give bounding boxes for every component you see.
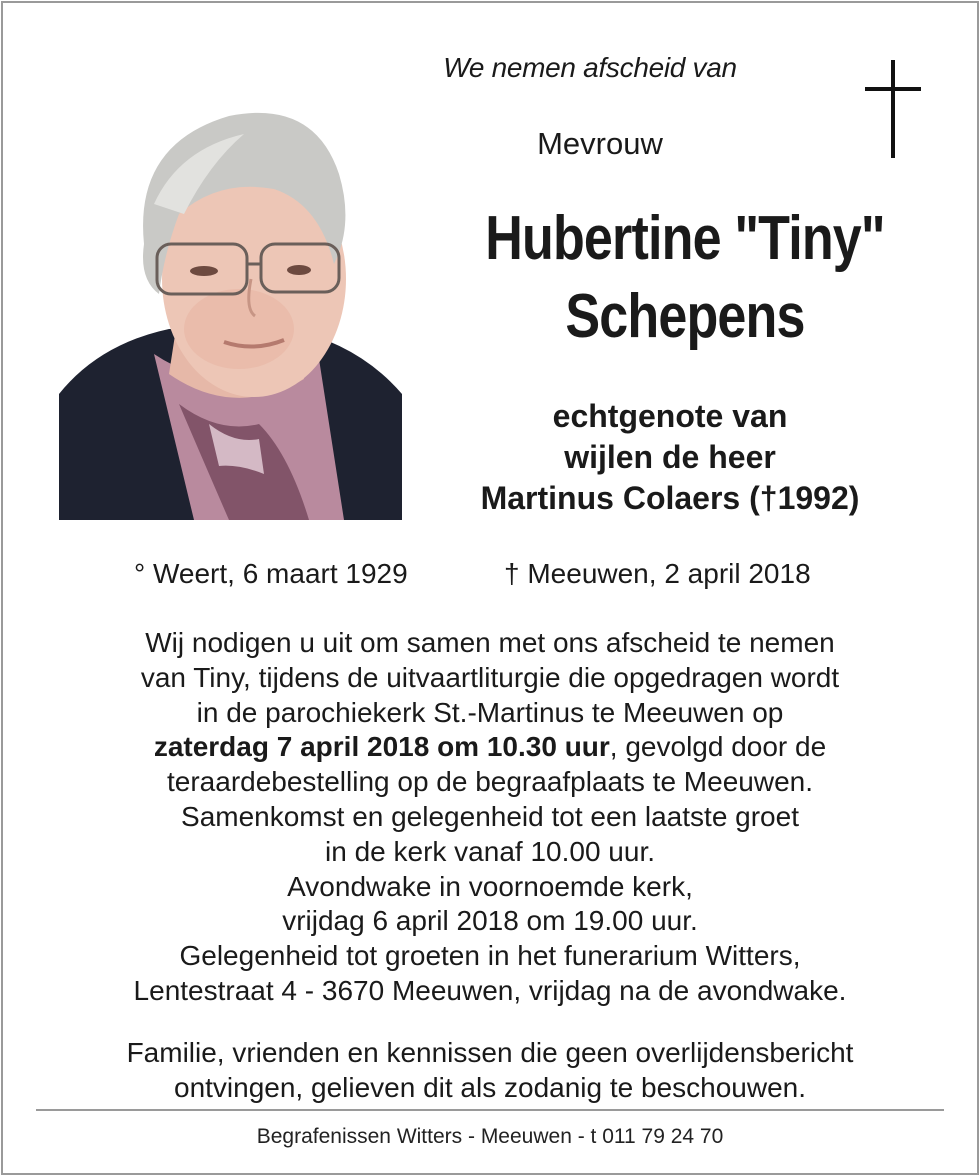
latin-cross-icon (863, 60, 923, 160)
birth-date: ° Weert, 6 maart 1929 (134, 558, 408, 589)
portrait-illustration (59, 94, 402, 520)
body-line: Gelegenheid tot groeten in het funerarium Witters, (179, 940, 801, 972)
body-line: in de parochiekerk St.-Martinus te Meeuwen op (196, 696, 784, 728)
death-date: † Meeuwen, 2 april 2018 (504, 558, 811, 589)
spouse-info (420, 396, 920, 519)
body-line-continuation: , gevolgd door de (609, 731, 827, 763)
footer-divider (36, 1109, 944, 1111)
spouse-line-1: echtgenote van (552, 398, 788, 434)
closing-note (20, 1036, 960, 1106)
honorific: Mevrouw (537, 126, 663, 161)
funeral-home-footer: Begrafenissen Witters - Meeuwen - t 011 79 24 70 (256, 1125, 724, 1148)
body-line: Lentestraat 4 - 3670 Meeuwen, vrijdag na de avondwake. (133, 974, 847, 1006)
body-line: van Tiny, tijdens de uitvaartliturgie die opgedragen wordt (140, 661, 840, 693)
name-line-2: Schepens (565, 282, 805, 351)
body-line: Wij nodigen u uit om samen met ons afscheid te nemen (145, 627, 835, 658)
body-line-service-time (20, 730, 960, 765)
body-line: teraardebestelling op de begraafplaats te Meeuwen. (167, 766, 813, 798)
body-line: Avondwake in voornoemde kerk, (287, 870, 693, 902)
spouse-line-3: Martinus Colaers (†1992) (480, 480, 860, 516)
name-line-1: Hubertine "Tiny" (485, 204, 885, 273)
body-line: in de kerk vanaf 10.00 uur. (325, 835, 655, 867)
closing-line: ontvingen, gelieven dit als zodanig te beschouwen. (174, 1071, 806, 1103)
service-date-time: zaterdag 7 april 2018 om 10.30 uur (153, 731, 610, 763)
deceased-name (462, 200, 907, 356)
body-line: Samenkomst en gelegenheid tot een laatste groet (181, 800, 799, 832)
portrait-photo (59, 94, 402, 520)
intro-text: We nemen afscheid van (443, 52, 737, 83)
funeral-invitation (20, 626, 960, 1009)
spouse-line-2: wijlen de heer (564, 439, 776, 475)
closing-line: Familie, vrienden en kennissen die geen overlijdensbericht (126, 1037, 854, 1068)
body-line: vrijdag 6 april 2018 om 19.00 uur. (282, 905, 698, 937)
